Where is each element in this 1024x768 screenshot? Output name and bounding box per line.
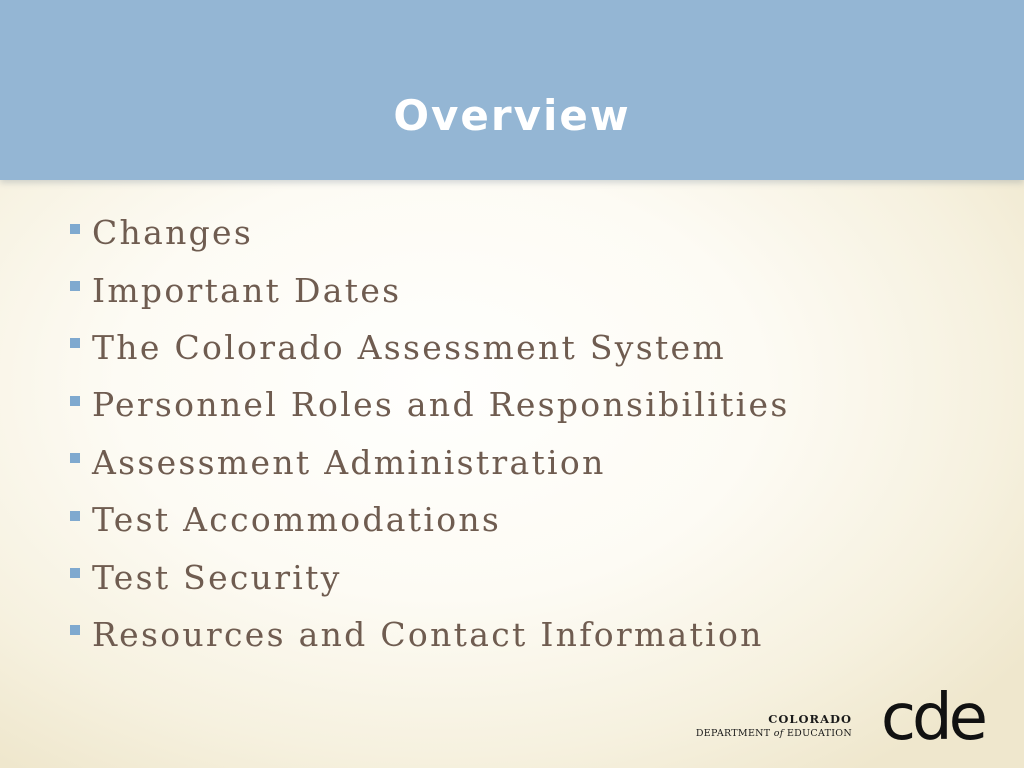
square-bullet-icon (70, 396, 80, 406)
square-bullet-icon (70, 281, 80, 291)
list-item (70, 319, 790, 376)
logo-state-name: COLORADO (768, 712, 852, 726)
bullet-list (70, 204, 790, 663)
list-item (70, 376, 790, 433)
cde-logo (690, 681, 990, 755)
square-bullet-icon (70, 224, 80, 234)
square-bullet-icon (70, 338, 80, 348)
logo-of-word: of (773, 728, 784, 739)
square-bullet-icon (70, 453, 80, 463)
logo-education-word: EDUCATION (786, 728, 852, 739)
bullet-text: The Colorado Assessment System (92, 327, 726, 367)
bullet-text: Test Security (92, 557, 342, 597)
list-item (70, 434, 790, 491)
slide-title: Overview (393, 91, 631, 140)
square-bullet-icon (70, 625, 80, 635)
list-item (70, 548, 790, 605)
cde-wordmark: cde (880, 681, 984, 755)
square-bullet-icon (70, 511, 80, 521)
logo-department-name (696, 728, 852, 739)
list-item (70, 491, 790, 548)
title-bar (0, 0, 1024, 180)
bullet-text: Test Accommodations (92, 500, 502, 540)
bullet-text: Assessment Administration (92, 442, 606, 482)
square-bullet-icon (70, 568, 80, 578)
bullet-text: Resources and Contact Information (92, 614, 764, 654)
bullet-text: Important Dates (92, 270, 402, 310)
bullet-text: Changes (92, 213, 254, 253)
logo-dept-word: DEPARTMENT (695, 728, 771, 739)
list-item (70, 606, 790, 663)
list-item (70, 261, 790, 318)
bullet-text: Personnel Roles and Responsibilities (92, 385, 790, 425)
list-item (70, 204, 790, 261)
